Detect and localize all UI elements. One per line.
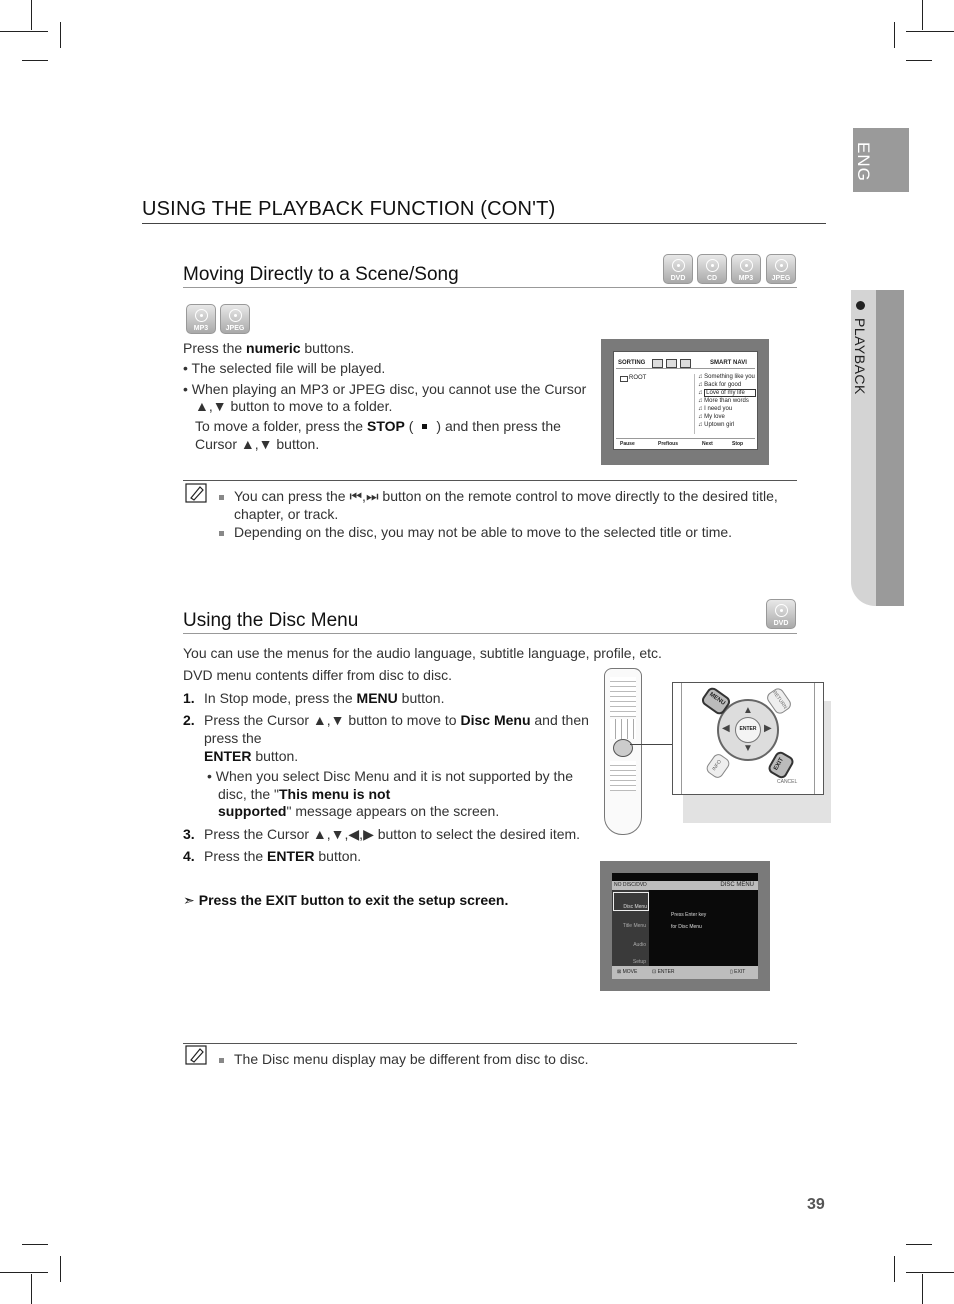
menu-button[interactable]: MENU [700, 685, 733, 716]
mp3-disc-icon: MP3 [731, 254, 761, 284]
step-number: 3. [183, 826, 195, 842]
press-numeric-line: Press the numeric buttons. [183, 340, 355, 356]
lang-tab [853, 128, 909, 192]
song-item: ♫ More than words [698, 398, 749, 404]
step-2-sub: • When you select Disc Menu and it is not supported by the [207, 768, 573, 784]
dvd-disc-icon: DVD [766, 599, 796, 629]
song-item: ♫ Love of my life [698, 390, 756, 398]
note-item-cont: chapter, or track. [234, 506, 339, 522]
menu-item-setup[interactable]: Setup [632, 959, 646, 965]
mp3-browser-screenshot: SORTING SMART NAVI ROOT ♫ Something like you ♫ Back for good ♫ Love of my life ♫ More than words ♫ I need you ♫ My love ♫ Uptown girl Pause Prefious Next Stop [601, 339, 769, 465]
menu-item-audio[interactable]: Audio [633, 942, 646, 948]
bullet-1: • The selected file will be played. [183, 360, 386, 376]
menu-message: for Disc Menu [671, 924, 702, 930]
section1-rule [183, 287, 797, 288]
step-4: Press the ENTER button. [204, 848, 362, 864]
page-number: 39 [807, 1196, 825, 1213]
cancel-label: CANCEL [777, 779, 798, 785]
lang-label: ENG [854, 142, 873, 182]
info-button[interactable]: INFO [704, 752, 731, 780]
song-item: ♫ Uptown girl [698, 422, 735, 428]
jpeg-disc-icon: JPEG [220, 304, 250, 334]
disc-menu-screenshot: NO DISC/DVD DISC MENU Disc Menu Title Menu Audio Setup Press Enter key for Disc Menu ⊠ MOVE ⊡ ENTER ▯ EXIT [600, 861, 770, 991]
note-rule [183, 1043, 797, 1044]
page-title: USING THE PLAYBACK FUNCTION (CON'T) [142, 198, 556, 220]
step-2-sub-line2: disc, the "This menu is not [218, 786, 391, 802]
step-number: 4. [183, 848, 195, 864]
folder-icon [620, 376, 628, 382]
down-arrow-icon: ▼ [743, 743, 753, 754]
step-number: 1. [183, 690, 195, 706]
footer-move: ⊠ MOVE [617, 969, 638, 975]
music-tab-icon [652, 359, 663, 368]
song-item: ♫ My love [698, 414, 725, 420]
song-item: ♫ Something like you [698, 374, 755, 380]
intro-line-2: DVD menu contents differ from disc to disc. [183, 667, 452, 683]
note-item: Depending on the disc, you may not be able to move to the selected title or time. [219, 523, 732, 541]
menu-item-disc[interactable]: Disc Menu [613, 892, 649, 911]
photo-tab-icon [666, 359, 677, 368]
footer-enter: ⊡ ENTER [652, 969, 675, 975]
step-2-line3: ENTER button. [204, 748, 299, 764]
exit-button[interactable]: EXIT [766, 750, 795, 781]
bullet-2-line4: Cursor ▲,▼ button. [195, 436, 320, 452]
remote-zoom [672, 682, 824, 795]
video-tab-icon [680, 359, 691, 368]
bullet-2: • When playing an MP3 or JPEG disc, you cannot use the Cursor [183, 381, 587, 397]
stop-icon [422, 424, 427, 429]
enter-button[interactable]: ENTER [735, 717, 761, 743]
note-item: You can press the ⏮,⏭ button on the remote control to move directly to the desired title, [219, 487, 778, 505]
song-item: ♫ Back for good [698, 382, 742, 388]
step-2-sub-line3: supported" message appears on the screen. [218, 803, 500, 819]
note-icon [185, 483, 207, 503]
left-arrow-icon: ◀ [722, 723, 730, 734]
dvd-disc-icon: DVD [663, 254, 693, 284]
step-1: In Stop mode, press the MENU button. [204, 690, 445, 706]
return-button[interactable]: RETURN [765, 686, 794, 716]
section-label: PLAYBACK [852, 318, 868, 395]
bullet-2-line2: ▲,▼ button to move to a folder. [195, 398, 393, 414]
mp3-disc-icon: MP3 [186, 304, 216, 334]
section2-rule [183, 633, 797, 634]
remote-control-illustration [604, 668, 642, 835]
title-rule [142, 223, 826, 224]
arrow-tip-icon: ➣ [183, 892, 195, 908]
section2-title: Using the Disc Menu [183, 610, 359, 631]
up-arrow-icon: ▲ [743, 705, 753, 716]
song-item: ♫ I need you [698, 406, 733, 412]
jpeg-disc-icon: JPEG [766, 254, 796, 284]
footer-exit: ▯ EXIT [730, 969, 746, 975]
section1-title: Moving Directly to a Scene/Song [183, 264, 459, 285]
note-rule [183, 480, 797, 481]
note-icon [185, 1045, 207, 1065]
note-item: The Disc menu display may be different from disc to disc. [219, 1050, 589, 1068]
bullet-dot-icon [856, 301, 865, 310]
step-2-line2: press the [204, 730, 262, 746]
bullet-2-line3: To move a folder, press the STOP ( ) and then press the [195, 418, 561, 434]
menu-item-title[interactable]: Title Menu [622, 923, 646, 929]
section-tab [851, 290, 904, 606]
cd-disc-icon: CD [697, 254, 727, 284]
intro-line-1: You can use the menus for the audio language, subtitle language, profile, etc. [183, 645, 662, 661]
step-number: 2. [183, 712, 195, 728]
exit-tip: ➣ Press the EXIT button to exit the setup screen. [183, 892, 509, 908]
right-arrow-icon: ▶ [764, 723, 772, 734]
menu-message: Press Enter key [671, 912, 707, 918]
step-3: Press the Cursor ▲,▼,◀,▶ button to select the desired item. [204, 826, 581, 842]
step-2: Press the Cursor ▲,▼ button to move to Disc Menu and then [204, 712, 589, 728]
